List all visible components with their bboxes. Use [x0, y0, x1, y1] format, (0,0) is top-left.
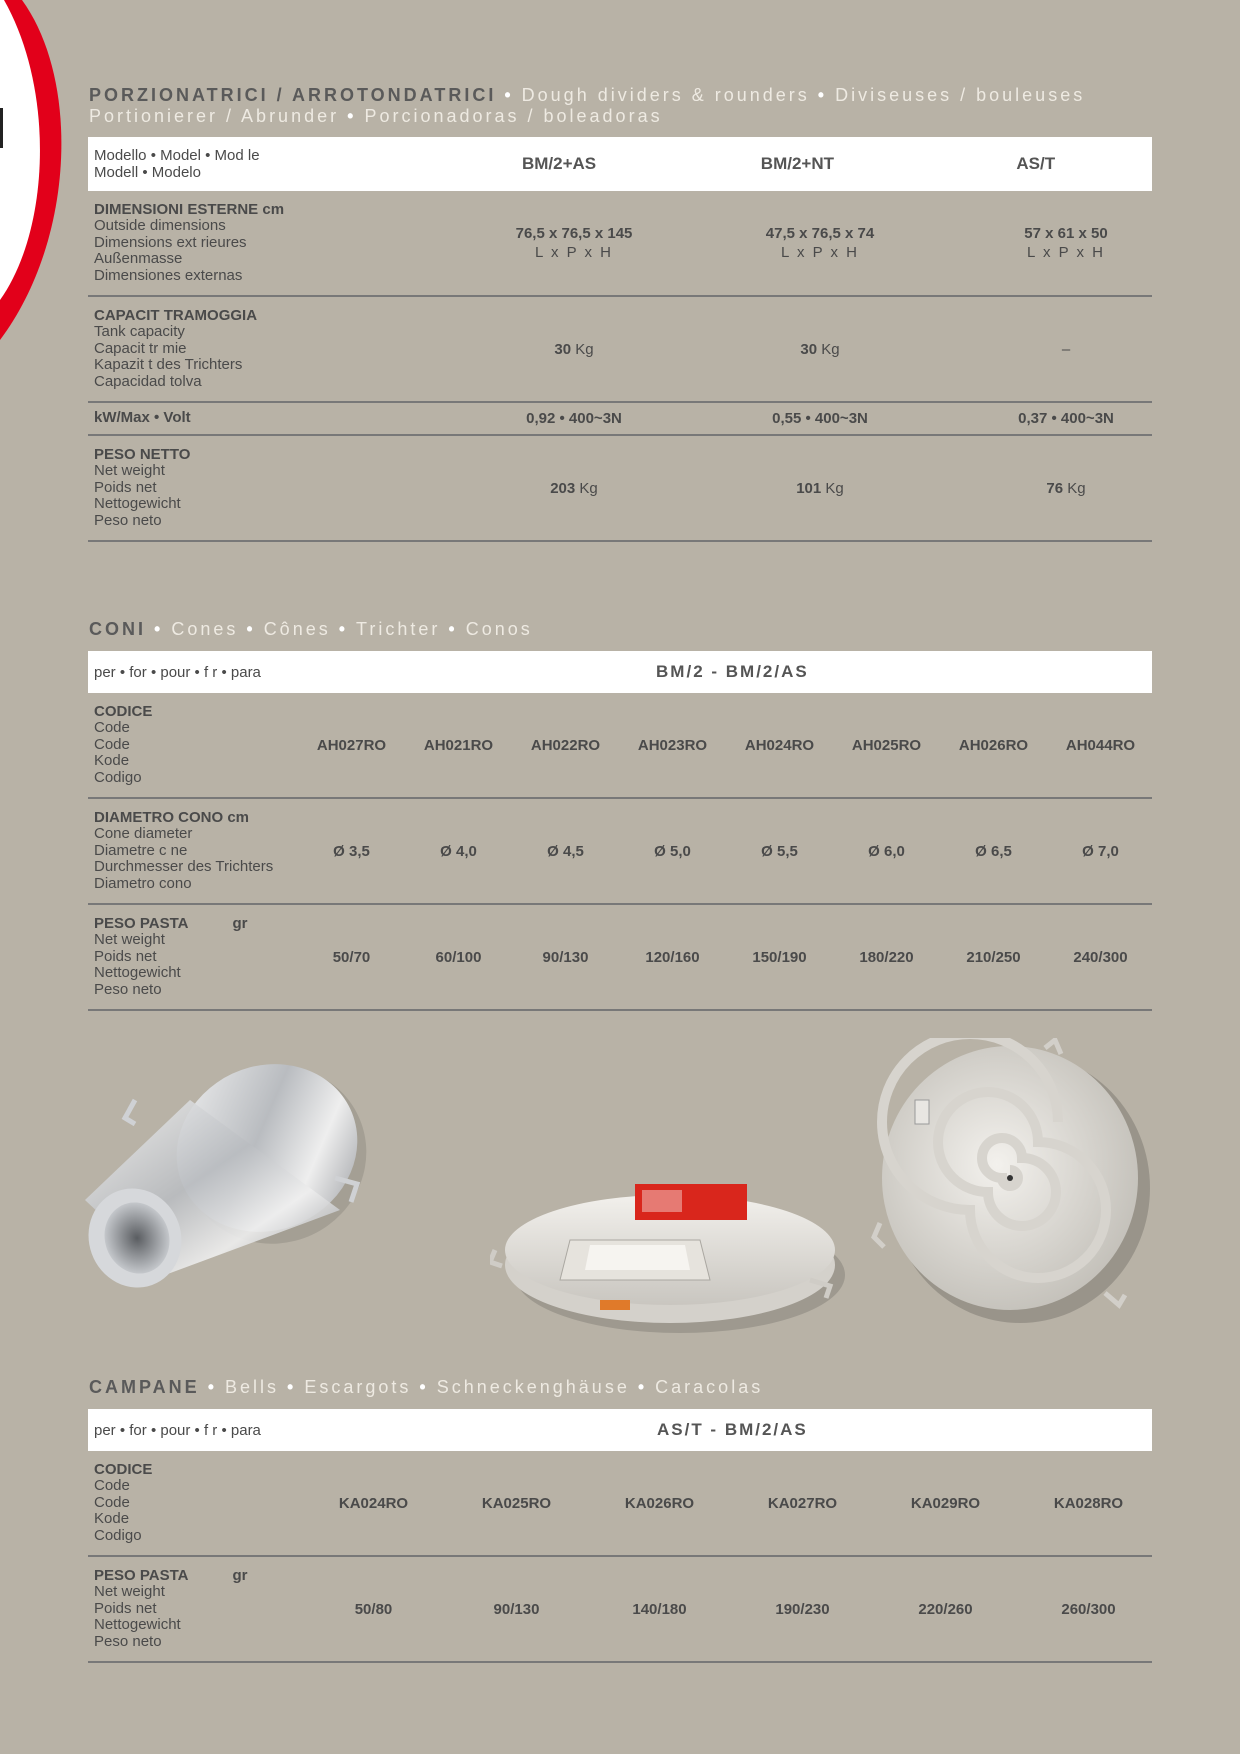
dividers-section-title: PORZIONATRICI / ARROTONDATRICI • Dough dividers & rounders • Diviseuses / bouleuses [89, 85, 1086, 105]
cone-dough-weight: 50/70 [332, 948, 371, 966]
cone-dough-weight: 210/250 [966, 948, 1021, 966]
dividers-section-subtitle: Portionierer / Abrunder • Porcionadoras / boleadoras [89, 106, 663, 126]
cones-section-title: CONI • Cones • Cônes • Trichter • Conos [89, 619, 533, 639]
net-weight-value: 203 Kg [550, 479, 598, 497]
bells-section-title: CAMPANE • Bells • Escargots • Schneckenghäuse • Caracolas [89, 1377, 764, 1397]
bell-code: KA025RO [481, 1494, 552, 1512]
power-value: 0,92 • 400~3N [526, 410, 622, 427]
net-weight-label: PESO NETTO Net weight Poids net Nettogewicht Peso neto [94, 445, 191, 529]
for-label: per • for • pour • f r • para [94, 663, 261, 681]
cones-table-header [88, 651, 1152, 693]
bell-dough-weight: 140/180 [632, 1600, 687, 1618]
bell-code: KA028RO [1053, 1494, 1124, 1512]
brand-arc-decoration [0, 0, 70, 350]
dimensions-label: DIMENSIONI ESTERNE cm Outside dimensions Dimensions ext rieures Außenmasse Dimensiones externas [94, 200, 285, 284]
cone-diameter: Ø 3,5 [333, 842, 370, 860]
cone-code: AH025RO [851, 736, 922, 754]
cone-code: AH021RO [423, 736, 494, 754]
cone-diameter: Ø 6,5 [975, 842, 1012, 860]
for-label: per • for • pour • f r • para [94, 1421, 261, 1439]
cone-diameter: Ø 5,5 [761, 842, 798, 860]
dough-weight-label: PESO PASTA gr Net weight Poids net Nettogewicht Peso neto [94, 1566, 248, 1650]
bell-dough-weight: 260/300 [1061, 1600, 1116, 1618]
cones-compat-model: BM/2 - BM/2/AS [656, 662, 809, 681]
bell-dough-weight: 90/130 [493, 1600, 540, 1618]
bell-dough-weight: 50/80 [354, 1600, 393, 1618]
bells-code-row [88, 1451, 1152, 1557]
capacity-value: 30 Kg [554, 340, 594, 358]
net-weight-row [88, 436, 1152, 542]
cone-diameter: Ø 4,5 [547, 842, 584, 860]
capacity-value: 30 Kg [800, 340, 840, 358]
dividers-table [88, 137, 1152, 542]
dimensions-value: 47,5 x 76,5 x 74 L x P x H [765, 225, 875, 261]
cone-diameter: Ø 5,0 [654, 842, 691, 860]
cone-dough-weight: 240/300 [1073, 948, 1128, 966]
bell-code: KA026RO [624, 1494, 695, 1512]
bells-weight-row [88, 1557, 1152, 1663]
bell-spiral-photo [860, 1038, 1160, 1348]
bells-table [88, 1409, 1152, 1663]
cone-dough-weight: 150/190 [752, 948, 807, 966]
cone-code: AH022RO [530, 736, 601, 754]
power-value: 0,55 • 400~3N [772, 410, 868, 427]
model-label: Modello • Model • Mod le Modell • Modelo [94, 147, 260, 181]
bells-table-header [88, 1409, 1152, 1451]
cone-dough-weight: 90/130 [542, 948, 589, 966]
cone-code: AH044RO [1065, 736, 1136, 754]
dividers-table-header [88, 137, 1152, 191]
power-value: 0,37 • 400~3N [1018, 410, 1114, 427]
bell-code: KA027RO [767, 1494, 838, 1512]
code-label: CODICE Code Code Kode Codigo [94, 1460, 153, 1544]
cone-code: AH026RO [958, 736, 1029, 754]
cone-dough-weight: 120/160 [645, 948, 700, 966]
dough-weight-label: PESO PASTA gr Net weight Poids net Nettogewicht Peso neto [94, 914, 248, 998]
bell-code: KA029RO [910, 1494, 981, 1512]
cone-photo [85, 1060, 415, 1300]
bell-closed-photo [490, 1170, 850, 1340]
cone-code: AH024RO [744, 736, 815, 754]
diameter-label: DIAMETRO CONO cm Cone diameter Diametre c ne Durchmesser des Trichters Diametro cono [94, 808, 274, 892]
bell-dough-weight: 190/230 [775, 1600, 830, 1618]
cones-weight-row [88, 905, 1152, 1011]
dimensions-value: 76,5 x 76,5 x 145 L x P x H [515, 225, 633, 261]
cone-code: AH027RO [316, 736, 387, 754]
capacity-value: – [1061, 340, 1071, 358]
code-label: CODICE Code Code Kode Codigo [94, 702, 153, 786]
model-ast: AS/T [1016, 154, 1056, 173]
cone-diameter: Ø 6,0 [868, 842, 905, 860]
power-row [88, 403, 1152, 436]
capacity-label: CAPACIT TRAMOGGIA Tank capacity Capacit tr mie Kapazit t des Trichters Capacidad tolva [94, 306, 258, 390]
bells-compat-model: AS/T - BM/2/AS [656, 1420, 808, 1439]
bell-code: KA024RO [338, 1494, 409, 1512]
net-weight-value: 76 Kg [1046, 479, 1086, 497]
model-bm2-nt: BM/2+NT [760, 154, 835, 173]
model-bm2-as: BM/2+AS [521, 154, 597, 173]
cones-table [88, 651, 1152, 1011]
net-weight-value: 101 Kg [796, 479, 844, 497]
cone-code: AH023RO [637, 736, 708, 754]
cone-dough-weight: 60/100 [435, 948, 482, 966]
cones-diameter-row [88, 799, 1152, 905]
capacity-row [88, 297, 1152, 403]
cone-diameter: Ø 4,0 [440, 842, 477, 860]
power-label: kW/Max • Volt [94, 409, 191, 427]
cone-dough-weight: 180/220 [859, 948, 914, 966]
dimensions-value: 57 x 61 x 50 L x P x H [1024, 225, 1108, 261]
cones-code-row [88, 693, 1152, 799]
dimensions-row [88, 191, 1152, 297]
cone-diameter: Ø 7,0 [1082, 842, 1119, 860]
bell-dough-weight: 220/260 [918, 1600, 973, 1618]
